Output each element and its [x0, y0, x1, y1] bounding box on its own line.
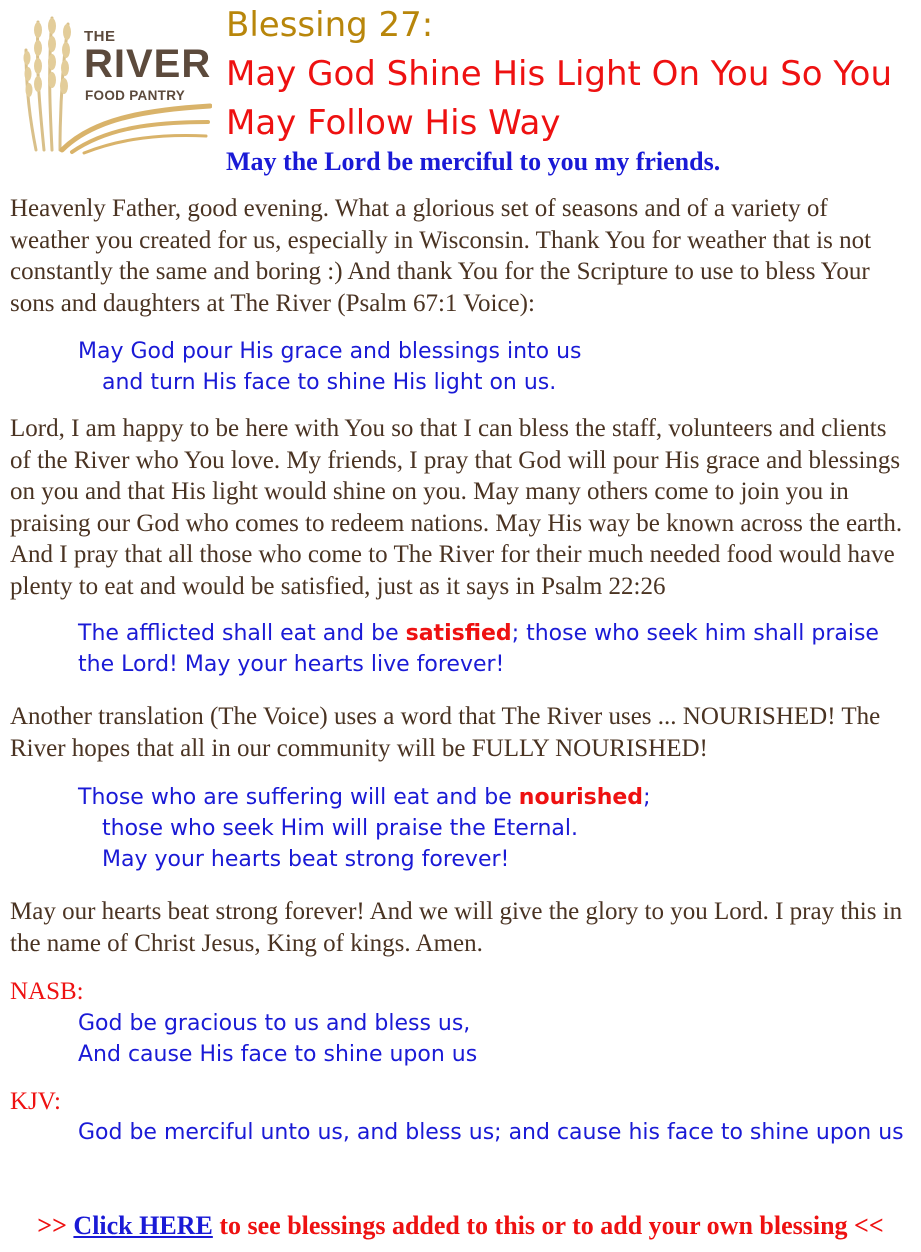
kjv-label: KJV:	[10, 1088, 61, 1115]
verse-line: and turn His face to shine His light on us.	[102, 370, 557, 395]
page-header	[0, 0, 921, 182]
verse-line: those who seek Him will praise the Eternal.	[102, 816, 579, 841]
verse-kjv	[78, 1117, 908, 1148]
blessing-title: May God Shine His Light On You So You May Follow His Way	[226, 54, 893, 143]
verse-text: The afflicted shall eat and be	[78, 621, 406, 646]
click-here-link[interactable]: Click HERE	[73, 1211, 213, 1240]
logo-text-food-pantry: FOOD PANTRY	[85, 88, 186, 103]
prayer-paragraph-2: Lord, I am happy to be here with You so that I can bless the staff, volunteers and clients of the River who You love. My friends, I pray that God will pour His grace and blessings on you and that His light would shine on you. May many others come to join you in praising our God who comes to redeem nations. May His way be known across the earth. And I pray that all those who come to The River for their much needed food would have plenty to eat and would be satisfied, just as it says in Psalm 22:26	[10, 415, 903, 600]
prayer-paragraph-4: May our hearts beat strong forever! And we will give the glory to you Lord. I pray this in the name of Christ Jesus, King of kings. Amen.	[10, 898, 903, 957]
verse-text: ;	[643, 785, 651, 810]
footer-suffix: to see blessings added to this or to add your own blessing <<	[212, 1211, 884, 1240]
logo-text-river: RIVER	[84, 42, 212, 86]
verse-nasb	[78, 1008, 908, 1070]
highlight-nourished: nourished	[518, 785, 644, 810]
verse-psalm-22-26	[78, 618, 908, 680]
prayer-paragraph-1: Heavenly Father, good evening. What a glorious set of seasons and of a variety of weather you created for us, especially in Wisconsin. Thank You for weather that is not constantly the same and boring :) And thank You for the Scripture to use to bless Your sons and daughters at The River (Psalm 67:1 Voice):	[10, 195, 872, 317]
footer-call-to-action	[0, 1206, 921, 1246]
highlight-satisfied: satisfied	[405, 621, 512, 646]
verse-line: May God pour His grace and blessings into us	[78, 339, 582, 364]
verse-line: God be gracious to us and bless us,	[78, 1011, 471, 1036]
verse-text: Those who are suffering will eat and be	[78, 785, 519, 810]
prayer-paragraph-3: Another translation (The Voice) uses a word that The River uses ... NOURISHED! The River hopes that all in our community will be FULLY NOURISHED!	[10, 703, 881, 762]
river-food-pantry-logo	[22, 10, 212, 155]
blessing-subtitle: May the Lord be merciful to you my friends.	[226, 147, 721, 176]
verse-psalm-22-voice	[78, 782, 908, 875]
logo-text-the: THE	[84, 28, 116, 45]
footer-prefix: >>	[37, 1211, 74, 1240]
verse-line: God be merciful unto us, and bless us; and cause his face to shine upon us	[78, 1120, 904, 1145]
verse-line: May your hearts beat strong forever!	[102, 847, 510, 872]
blessing-number: Blessing 27:	[226, 5, 434, 45]
verse-text: ; those who seek him shall praise the Lord! May your hearts live forever!	[78, 621, 879, 677]
verse-psalm-67-voice	[78, 336, 908, 398]
nasb-label: NASB:	[10, 978, 84, 1005]
verse-line: And cause His face to shine upon us	[78, 1042, 478, 1067]
